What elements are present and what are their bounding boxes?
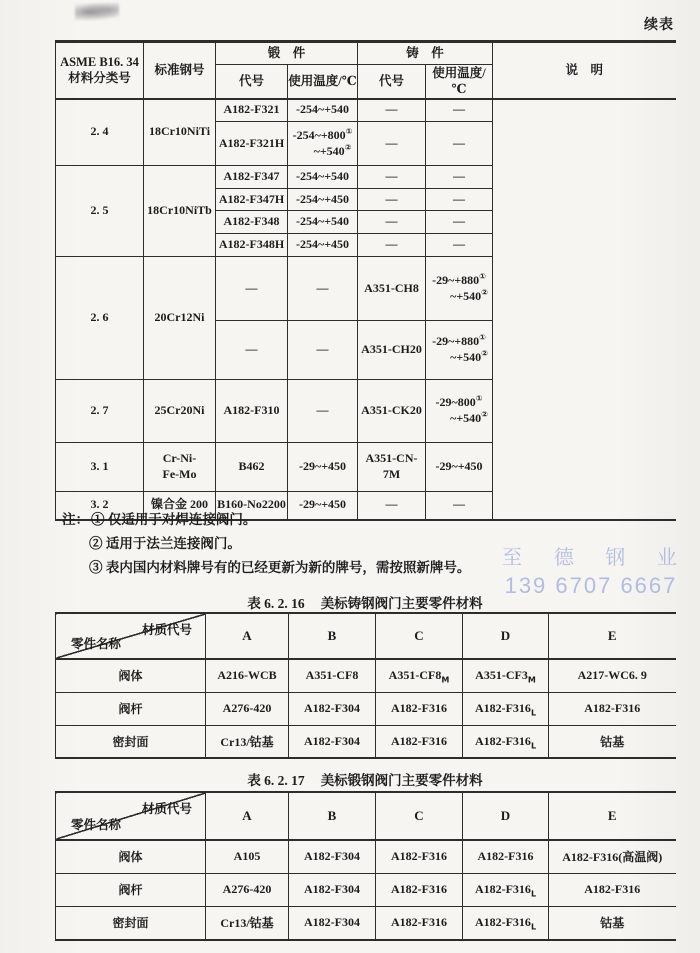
cell-cast-temp: -29~+450: [426, 443, 493, 492]
cell-forged-temp: -254~+540: [288, 211, 358, 234]
cell-material: A182-F304: [289, 840, 376, 873]
cell-cast-code: —: [358, 234, 426, 257]
cell-material: Cr13/钴基: [206, 725, 289, 758]
cell-steel: Cr-Ni- Fe-Mo: [144, 443, 216, 492]
cell-material: A182-F316: [463, 840, 549, 873]
header-row: [56, 792, 676, 840]
cell-forged-code: B160-No2200: [216, 492, 288, 520]
table-row: [56, 659, 676, 692]
cell-forged-temp: -29~+450: [288, 492, 358, 520]
cell-material: A182-F316: [376, 692, 463, 725]
table-row: [56, 99, 676, 122]
diagonal-label-part-name: 零件名称: [71, 818, 122, 832]
col-header-d: D: [463, 613, 549, 659]
cell-cast-temp: —: [426, 99, 493, 122]
cell-material: A182-F316: [376, 906, 463, 940]
cell-forged-code: A182-F310: [216, 380, 288, 443]
watermark-company: 至 德 钢 业: [502, 547, 690, 569]
cell-cast-code: —: [358, 122, 426, 166]
cell-material: A276-420: [206, 692, 289, 725]
forged-valve-parts-table: [55, 791, 676, 941]
cell-remark-empty: [493, 99, 676, 520]
cell-forged-code: A182-F347: [216, 166, 288, 189]
col-header-c: C: [376, 613, 463, 659]
cell-cast-temp: -29~+880① ~+540②: [426, 257, 493, 321]
cell-class: 3. 1: [56, 443, 144, 492]
cell-steel: 20Cr12Ni: [144, 257, 216, 380]
cell-cast-code: —: [358, 189, 426, 211]
col-header-a: A: [206, 613, 289, 659]
cell-material: $A182-F316_L$: [463, 906, 549, 940]
cell-forged-code: A182-F348H: [216, 234, 288, 257]
cell-forged-temp: —: [288, 257, 358, 321]
cell-forged-code: A182-F348: [216, 211, 288, 234]
cell-cast-code: —: [358, 211, 426, 234]
cell-cast-temp: -29~+880① ~+540②: [426, 321, 493, 380]
table-notes: [62, 511, 662, 583]
cell-forged-temp: -254~+450: [288, 234, 358, 257]
note-line-1: [62, 511, 662, 529]
cell-material: $A182-F316_L$: [463, 873, 549, 906]
cell-part-name: 阀杆: [56, 873, 206, 906]
caption-number: 表 6. 2. 17: [247, 773, 305, 788]
diagonal-label-material-code: 材质代号: [141, 623, 192, 637]
scan-smudge: [75, 3, 119, 20]
cell-material: $A182-F316_L$: [463, 692, 549, 725]
cell-cast-code: —: [358, 99, 426, 122]
notes-label: 注：: [62, 512, 89, 527]
asme-material-classification-table: [55, 40, 676, 521]
cell-forged-temp: —: [288, 380, 358, 443]
cell-steel: 18Cr10NiTi: [144, 99, 216, 166]
cell-part-name: 阀杆: [56, 692, 206, 725]
caption-title: 美标铸钢阀门主要零件材料: [320, 596, 483, 611]
col-header-remark: 说 明: [493, 42, 676, 99]
cell-cast-code: A351-CK20: [358, 380, 426, 443]
cell-forged-temp: —: [288, 321, 358, 380]
note-item: ① 仅适用于对焊连接阀门。: [91, 512, 257, 527]
note-line-2: ② 适用于法兰连接阀门。: [89, 536, 241, 552]
col-header-forged-code: 代号: [216, 65, 288, 99]
caption-number: 表 6. 2. 16: [247, 596, 305, 611]
cell-material: A105: [206, 840, 289, 873]
caption-title: 美标锻钢阀门主要零件材料: [320, 773, 483, 788]
col-header-e: E: [549, 792, 676, 840]
col-header-forged-temp: 使用温度/℃: [288, 65, 358, 99]
diagonal-label-part-name: 零件名称: [71, 637, 122, 651]
cell-material: A182-F316: [376, 873, 463, 906]
col-header-cast-code: 代号: [358, 65, 426, 99]
cell-part-name: 密封面: [56, 725, 206, 758]
cell-material: A182-F316: [549, 873, 676, 906]
cell-material: Cr13/钴基: [206, 906, 289, 940]
cell-steel: 18Cr10NiTb: [144, 166, 216, 257]
col-header-cast-temp: 使用温度/℃: [426, 65, 493, 99]
cell-forged-code: A182-F347H: [216, 189, 288, 211]
table-row: [56, 906, 676, 940]
cell-material: A182-F316: [376, 840, 463, 873]
cell-class: 2. 7: [56, 380, 144, 443]
cell-class: 2. 5: [56, 166, 144, 257]
cell-material: A182-F304: [289, 725, 376, 758]
watermark-phone: 139 6707 6667: [504, 573, 678, 598]
cell-cast-temp: —: [426, 234, 493, 257]
cell-cast-temp: —: [426, 211, 493, 234]
col-header-steel-grade: 标准钢号: [144, 42, 216, 99]
col-group-forged: 锻 件: [216, 42, 358, 65]
cell-material: A182-F304: [289, 873, 376, 906]
cell-material: A182-F304: [289, 692, 376, 725]
table-row: [56, 692, 676, 725]
cell-steel: 镍合金 200: [144, 492, 216, 520]
cell-part-name: 阀体: [56, 659, 206, 692]
col-group-cast: 铸 件: [358, 42, 493, 65]
cell-material: A182-F316: [549, 692, 676, 725]
cell-cast-code: A351-CH8: [358, 257, 426, 321]
cell-material: 钴基: [549, 725, 676, 758]
cell-forged-code: —: [216, 257, 288, 321]
cell-material: 钴基: [549, 906, 676, 940]
cell-class: 2. 4: [56, 99, 144, 166]
col-header-b: B: [289, 613, 376, 659]
cast-valve-parts-table: [55, 612, 676, 759]
col-header-class-number: [56, 42, 144, 99]
cell-cast-temp: —: [426, 166, 493, 189]
cell-material: $A351-CF8_M$: [376, 659, 463, 692]
cell-material: A182-F316(高温阀): [549, 840, 676, 873]
col-header-a: A: [206, 792, 289, 840]
col-header-d: D: [463, 792, 549, 840]
cell-forged-temp: -254~+450: [288, 189, 358, 211]
cell-cast-code: A351-CN-7M: [358, 443, 426, 492]
table-row: [56, 873, 676, 906]
cell-cast-code: —: [358, 492, 426, 520]
cell-forged-temp: -254~+540: [288, 166, 358, 189]
cell-class: 3. 2: [56, 492, 144, 520]
continuation-table-label: 续表: [644, 18, 674, 33]
header-row: [56, 613, 676, 659]
diagonal-header-cell: [56, 613, 206, 659]
cell-cast-code: —: [358, 166, 426, 189]
cell-forged-code: —: [216, 321, 288, 380]
cell-material: A276-420: [206, 873, 289, 906]
cell-part-name: 阀体: [56, 840, 206, 873]
cell-material: A351-CF8: [289, 659, 376, 692]
note-line-3: ③ 表内国内材料牌号有的已经更新为新的牌号，需按照新牌号。: [89, 560, 471, 576]
cell-forged-code: A182-F321: [216, 99, 288, 122]
col-header-b: B: [289, 792, 376, 840]
col-header-e: E: [549, 613, 676, 659]
table-row: [56, 840, 676, 873]
col-header-class-line2: 材料分类号: [68, 71, 131, 86]
cell-forged-code: A182-F321H: [216, 122, 288, 166]
cell-material: A216-WCB: [206, 659, 289, 692]
cell-class: 2. 6: [56, 257, 144, 380]
col-header-c: C: [376, 792, 463, 840]
cell-material: $A351-CF3_M$: [463, 659, 549, 692]
cell-forged-code: B462: [216, 443, 288, 492]
cell-material: $A182-F316_L$: [463, 725, 549, 758]
cell-cast-code: A351-CH20: [358, 321, 426, 380]
caption-forged-table: [55, 769, 675, 789]
cell-forged-temp: -254~+540: [288, 99, 358, 122]
col-header-class-line1: ASME B16. 34: [60, 55, 139, 69]
cell-material: A217-WC6. 9: [549, 659, 676, 692]
caption-cast-table: [55, 592, 675, 612]
cell-cast-temp: -29~800① ~+540②: [426, 380, 493, 443]
table-row: [56, 725, 676, 758]
cell-material: A182-F304: [289, 906, 376, 940]
cell-material: A182-F316: [376, 725, 463, 758]
diagonal-header-cell: [56, 792, 206, 840]
cell-cast-temp: —: [426, 122, 493, 166]
cell-steel: 25Cr20Ni: [144, 380, 216, 443]
cell-forged-temp: -254~+800① ~+540②: [288, 122, 358, 166]
cell-forged-temp: -29~+450: [288, 443, 358, 492]
cell-cast-temp: —: [426, 492, 493, 520]
cell-part-name: 密封面: [56, 906, 206, 940]
cell-cast-temp: —: [426, 189, 493, 211]
diagonal-label-material-code: 材质代号: [141, 802, 192, 816]
header-row-groups: [56, 42, 676, 65]
